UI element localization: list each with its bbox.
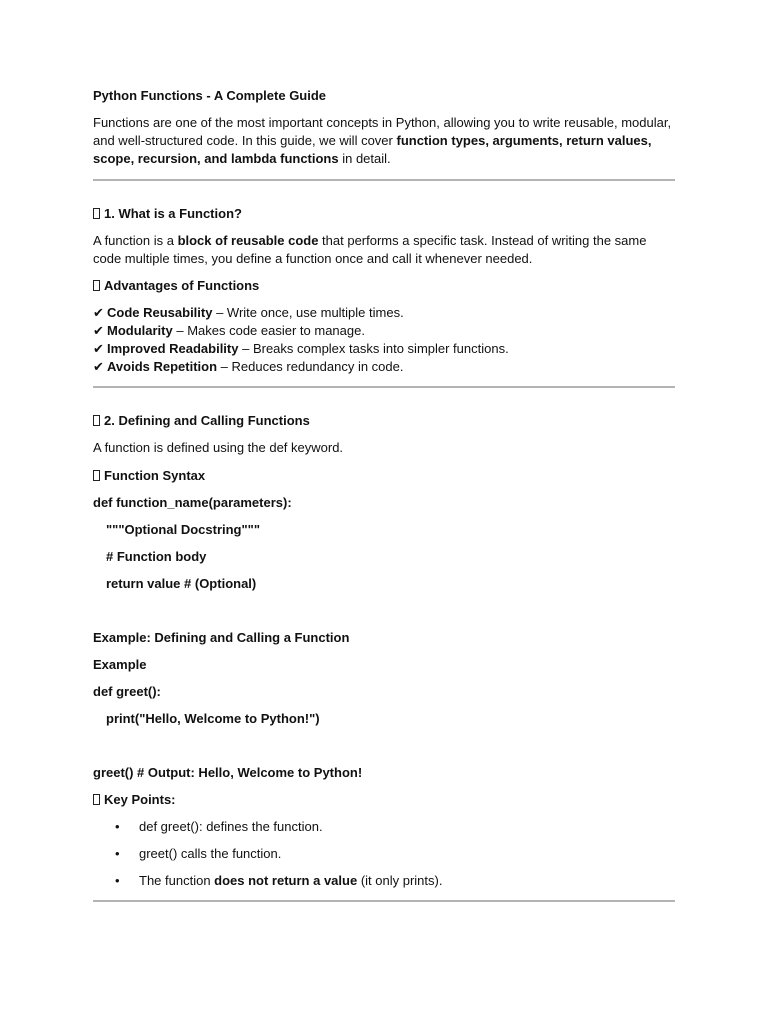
section-1-paragraph [93, 232, 675, 268]
key-point-bold-text: does not return a value [214, 873, 358, 888]
advantages-list [93, 304, 675, 376]
section-divider [93, 900, 675, 902]
advantage-label: Code Reusability [107, 305, 213, 320]
section-2-heading-text: 2. Defining and Calling Functions [104, 413, 310, 428]
key-points-list [93, 818, 675, 890]
advantage-item [93, 322, 675, 340]
key-point-text-2: (it only prints). [357, 873, 443, 888]
code-line: # Function body [106, 549, 207, 564]
missing-glyph-icon [93, 208, 100, 219]
section-divider [93, 386, 675, 388]
code-line: return value # (Optional) [106, 576, 257, 591]
advantage-item [93, 340, 675, 358]
advantage-desc: – Write once, use multiple times. [212, 305, 404, 320]
key-point-text-1: The function [139, 873, 215, 888]
checkmark-icon: ✔ [93, 323, 104, 338]
advantages-heading-text: Advantages of Functions [104, 278, 260, 293]
advantage-label: Avoids Repetition [107, 359, 218, 374]
intro-paragraph [93, 114, 675, 168]
section-1-heading [93, 205, 675, 223]
advantage-desc: – Makes code easier to manage. [172, 323, 365, 338]
code-line: def greet(): [93, 684, 161, 699]
list-item [93, 872, 675, 890]
code-line: """Optional Docstring""" [106, 522, 260, 537]
list-item: • def greet(): defines the function. [93, 818, 675, 836]
checkmark-icon: ✔ [93, 359, 104, 374]
advantage-desc: – Reduces redundancy in code. [217, 359, 404, 374]
advantage-desc: – Breaks complex tasks into simpler functions. [238, 341, 509, 356]
example-label: Example [93, 657, 147, 672]
checkmark-icon: ✔ [93, 341, 104, 356]
document-title: Python Functions - A Complete Guide [93, 88, 327, 103]
section-2-paragraph: A function is defined using the def keyword. [93, 440, 344, 455]
missing-glyph-icon [93, 794, 100, 805]
syntax-heading-text: Function Syntax [104, 468, 206, 483]
section-1-heading-text: 1. What is a Function? [104, 206, 242, 221]
missing-glyph-icon [93, 415, 100, 426]
list-item: • greet() calls the function. [93, 845, 675, 863]
intro-bold-text: function types, arguments, return values, scope, recursion, and lambda functions [93, 133, 652, 166]
section-1-text-1: A function is a [93, 233, 178, 248]
checkmark-icon: ✔ [93, 305, 104, 320]
key-points-heading [93, 791, 675, 809]
advantage-label: Modularity [107, 323, 173, 338]
code-line: print("Hello, Welcome to Python!") [106, 711, 320, 726]
example-heading: Example: Defining and Calling a Function [93, 630, 350, 645]
advantage-item [93, 304, 675, 322]
section-1-bold-text: block of reusable code [177, 233, 319, 248]
advantages-heading [93, 277, 675, 295]
advantage-label: Improved Readability [107, 341, 239, 356]
key-points-heading-text: Key Points: [104, 792, 176, 807]
missing-glyph-icon [93, 470, 100, 481]
section-2-heading [93, 412, 675, 430]
intro-text-2: in detail. [338, 151, 391, 166]
code-line: def function_name(parameters): [93, 495, 292, 510]
intro-text-1: Functions are one of the most important concepts in Python, allowing you to write reusable, modular, and well-structured code. In this guide, we will cover [93, 115, 672, 148]
section-1-text-2: that performs a specific task. Instead of writing the same code multiple times, you define a function once and call it whenever needed. [93, 233, 647, 266]
section-divider [93, 179, 675, 181]
code-line: greet() # Output: Hello, Welcome to Python! [93, 765, 363, 780]
document-content [93, 87, 675, 902]
syntax-heading [93, 467, 675, 485]
advantage-item [93, 358, 675, 376]
missing-glyph-icon [93, 280, 100, 291]
